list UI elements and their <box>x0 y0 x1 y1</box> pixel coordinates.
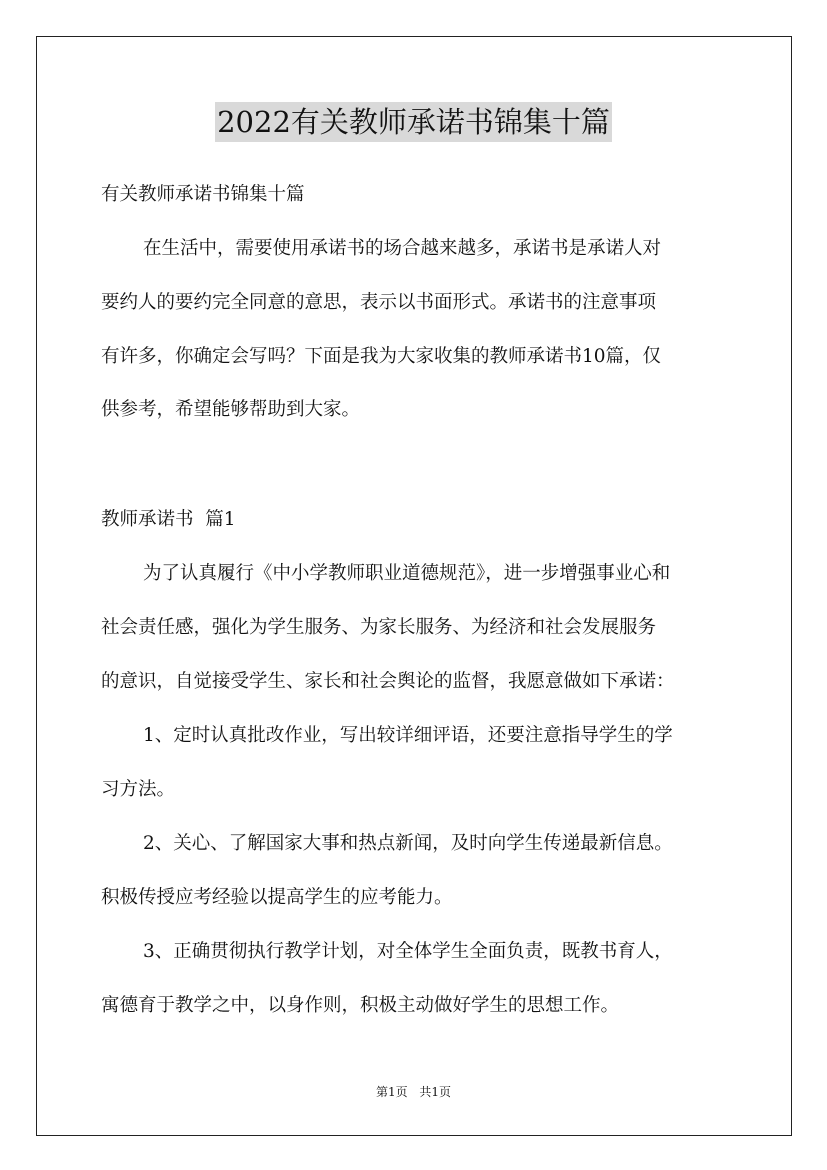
body-line-7: 积极传授应考经验以提高学生的应考能力。 <box>101 887 453 908</box>
body-line-3: 的意识，自觉接受学生、家长和社会舆论的监督，我愿意做如下承诺： <box>101 671 675 692</box>
intro-line-2: 要约人的要约完全同意的意思，表示以书面形式。承诺书的注意事项 <box>101 292 657 313</box>
page-footer <box>0 1084 827 1100</box>
body-line-8: 3、正确贯彻执行教学计划，对全体学生全面负责，既教书育人， <box>143 941 673 962</box>
page-number: 第1页 <box>375 1085 408 1099</box>
title-wrap <box>0 102 827 142</box>
body-line-4: 1、定时认真批改作业，写出较详细评语，还要注意指导学生的学 <box>143 725 673 746</box>
intro-line-1: 在生活中，需要使用承诺书的场合越来越多，承诺书是承诺人对 <box>143 238 662 259</box>
body-line-1: 为了认真履行《中小学教师职业道德规范》，进一步增强事业心和 <box>143 563 671 584</box>
intro-line-3: 有许多，你确定会写吗？下面是我为大家收集的教师承诺书10篇，仅 <box>101 346 662 367</box>
intro-line-4: 供参考，希望能够帮助到大家。 <box>101 399 361 420</box>
document-title: 2022有关教师承诺书锦集十篇 <box>215 102 612 142</box>
page-total: 共1页 <box>419 1085 452 1099</box>
section-heading: 教师承诺书 篇1 <box>101 509 236 530</box>
document-subtitle: 有关教师承诺书锦集十篇 <box>101 184 305 205</box>
body-line-5: 习方法。 <box>101 779 176 800</box>
body-line-9: 寓德育于教学之中，以身作则，积极主动做好学生的思想工作。 <box>101 995 620 1016</box>
body-line-6: 2、关心、了解国家大事和热点新闻，及时向学生传递最新信息。 <box>143 833 673 854</box>
body-line-2: 社会责任感，强化为学生服务、为家长服务、为经济和社会发展服务 <box>101 617 657 638</box>
